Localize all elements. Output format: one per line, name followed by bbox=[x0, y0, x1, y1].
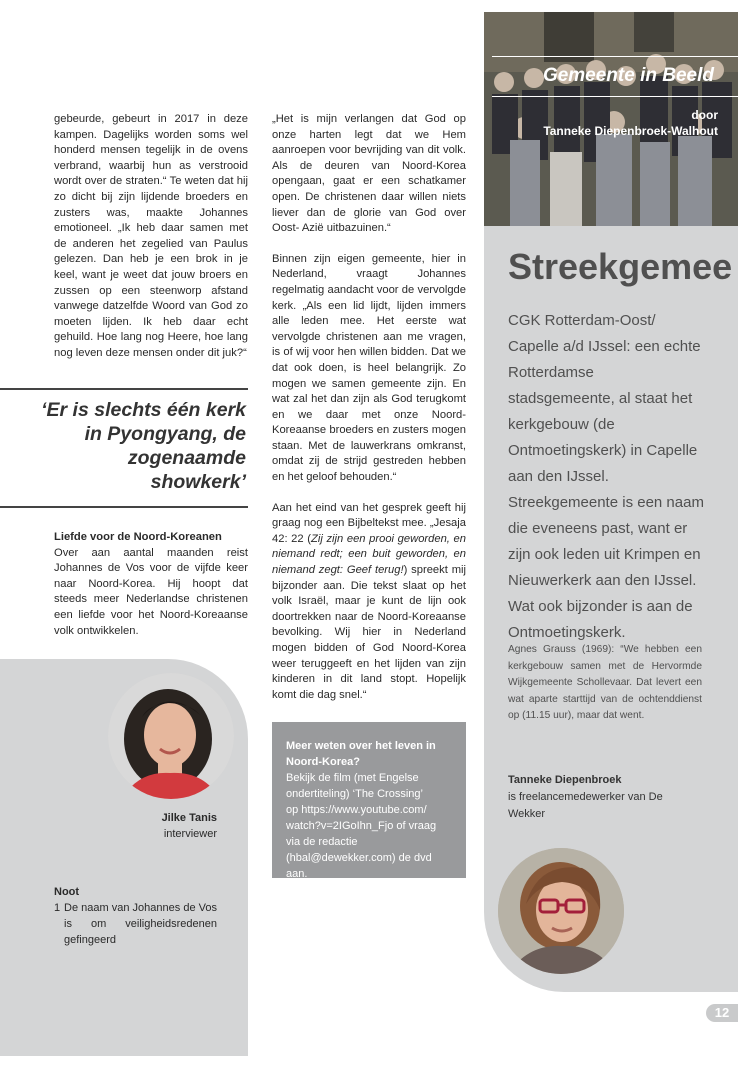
article-headline: Streekgemee bbox=[508, 246, 733, 287]
byline-author: Tanneke Diepenbroek-Walhout bbox=[543, 124, 718, 138]
p3-start: Aan het eind van het gesprek geeft hij graag nog een Bijbeltekst mee. „Jesaja 42: 22 ( bbox=[272, 501, 466, 545]
info-box-title: Meer weten over het leven in Noord-Korea? bbox=[286, 740, 436, 768]
footnote-title: Noot bbox=[54, 886, 80, 898]
header-photo bbox=[484, 12, 738, 226]
footnote bbox=[54, 884, 217, 948]
author-credit bbox=[508, 772, 702, 823]
byline-label: door bbox=[691, 108, 718, 122]
interviewer-avatar bbox=[108, 673, 234, 799]
column-2-paragraph-3 bbox=[272, 501, 466, 704]
byline bbox=[492, 107, 718, 139]
footnote-item bbox=[54, 900, 217, 948]
footnote-text: De naam van Johannes de Vos is om veiligheidsredenen gefingeerd bbox=[64, 902, 217, 946]
section-subheading: Liefde voor de Noord-Koreanen bbox=[54, 531, 222, 543]
p3-end: ) spreekt mij bijzonder aan. Die tekst slaat op het volk Israël, maar je kunt de lijn ook doortrekken naar de Noord-Koreaanse bevolking. Wij hier in Nederland mogen bidden of God Noord-Korea weer teruggeeft en het lijden van zijn kinderen in dit land stopt. Hopelijk komt die dag snel.“ bbox=[272, 564, 467, 701]
author-bio: is freelancemedewerker van De Wekker bbox=[508, 791, 663, 820]
info-box-line-1: Bekijk de film (met Engelse ondertiteling) ‘The Crossing’ bbox=[286, 772, 423, 800]
footnote-number: 1 bbox=[54, 902, 61, 914]
interviewer-credit bbox=[120, 810, 217, 842]
quote-rule-bottom bbox=[0, 506, 248, 508]
interviewer-role: interviewer bbox=[163, 828, 217, 840]
column-1-text bbox=[54, 112, 248, 377]
column-2-text bbox=[272, 112, 466, 718]
title-rule-top bbox=[492, 56, 738, 57]
interviewer-name: Jilke Tanis bbox=[161, 812, 217, 824]
column-2-paragraph-1: „Het is mijn verlangen dat God op onze harten legt dat we Hem aanroepen voor bevrijding van dit volk. Als de deuren van Noord-Korea opengaan, gaat er een schatkamer open. De christenen daar willen niets liever dan de glorie van God over Oost- Azië uitbazuinen.“ bbox=[272, 113, 466, 235]
section-title: Gemeente in Beeld bbox=[542, 65, 714, 86]
title-rule-bottom bbox=[492, 96, 738, 97]
column-1-section bbox=[54, 530, 248, 639]
bible-quote: Zij zijn een prooi geworden, en niemand redt; een buit geworden, en niemand zegt: Geef terug! bbox=[272, 532, 466, 577]
author-name: Tanneke Diepenbroek bbox=[508, 774, 622, 786]
column-1-paragraph: gebeurde, gebeurt in 2017 in deze kampen. Dagelijks worden soms wel honderd mensen tegelijk in de ovens verbrand, waarbij hun as verstrooid wordt over de straten.“ Te weten dat hij zo dicht bij zijn lijdende broeders en zusters was, maakte Johannes emotioneel. „Ik heb daar samen met de anderen het zegelied van Paulus gelezen. Dan heb je een brok in je keel, want je weet dat jouw broers en zussen op een steenworp afstand vanwege datzelfde Woord van God zo moeten lijden. Ik heb daar echt gehuild. Hoe lang nog Heere, hoe lang nog leven deze mensen onder dit juk?“ bbox=[54, 113, 248, 359]
quote-rule-top bbox=[0, 388, 248, 390]
article-quote-paragraph: Agnes Grauss (1969): “We hebben een kerkgebouw samen met de Hervormde Wijkgemeente Schollevaar. Dat levert een wat aparte starttijd van de ochtenddienst op (11.15 uur), maar dat went. bbox=[508, 644, 702, 722]
section-paragraph: Over aan aantal maanden reist Johannes de Vos voor de vijfde keer naar Noord-Korea. Hij hoopt dat steeds meer Nederlandse christenen een liefde voor het Noord-Koreaanse volk ontwikkelen. bbox=[54, 546, 248, 637]
interviewer-portrait-icon bbox=[108, 673, 234, 799]
info-box bbox=[272, 722, 466, 878]
page-number: 12 bbox=[706, 1004, 738, 1022]
info-box-line-2: op https://www.youtube.com/ watch?v=2IGoIhn_Fjo of vraag via de redactie (hbal@dewekker.com) de dvd aan. bbox=[286, 804, 437, 880]
pull-quote: ‘Er is slechts één kerk in Pyongyang, de zogenaamde showkerk’ bbox=[41, 399, 246, 493]
column-2-paragraph-2: Binnen zijn eigen gemeente, hier in Nederland, vraagt Johannes regelmatig aandacht voor de vervolgde kerk. „Als een lid lijdt, lijden immers alle leden mee. Het eerste wat vervolgde christenen aan me vragen, is of wij voor hen willen bidden. Dat we dat ook doen, is heel belangrijk. Zo mogen we samen gemeente zijn. En wat zal het dan zijn als God terugkomt en we daar met onze Noord-Koreaanse broeders en zusters mogen staan. Met de lauwerkrans omkranst, omdat zij de strijd gestreden hebben en het geloof behouden.“ bbox=[272, 252, 466, 484]
author-avatar bbox=[498, 848, 624, 974]
author-portrait-icon bbox=[498, 848, 624, 974]
article-lead: CGK Rotterdam-Oost/ Capelle a/d IJssel: een echte Rotterdamse stadsgemeente, al staat het kerkgebouw (de Ontmoetingskerk) in Capelle aan den IJssel. Streekgemeente is een naam die eveneens past, want er zijn ook leden uit Krimpen en Nieuwerkerk aan den IJssel. Wat ook bijzonder is aan de Ontmoetingskerk. bbox=[508, 312, 704, 641]
